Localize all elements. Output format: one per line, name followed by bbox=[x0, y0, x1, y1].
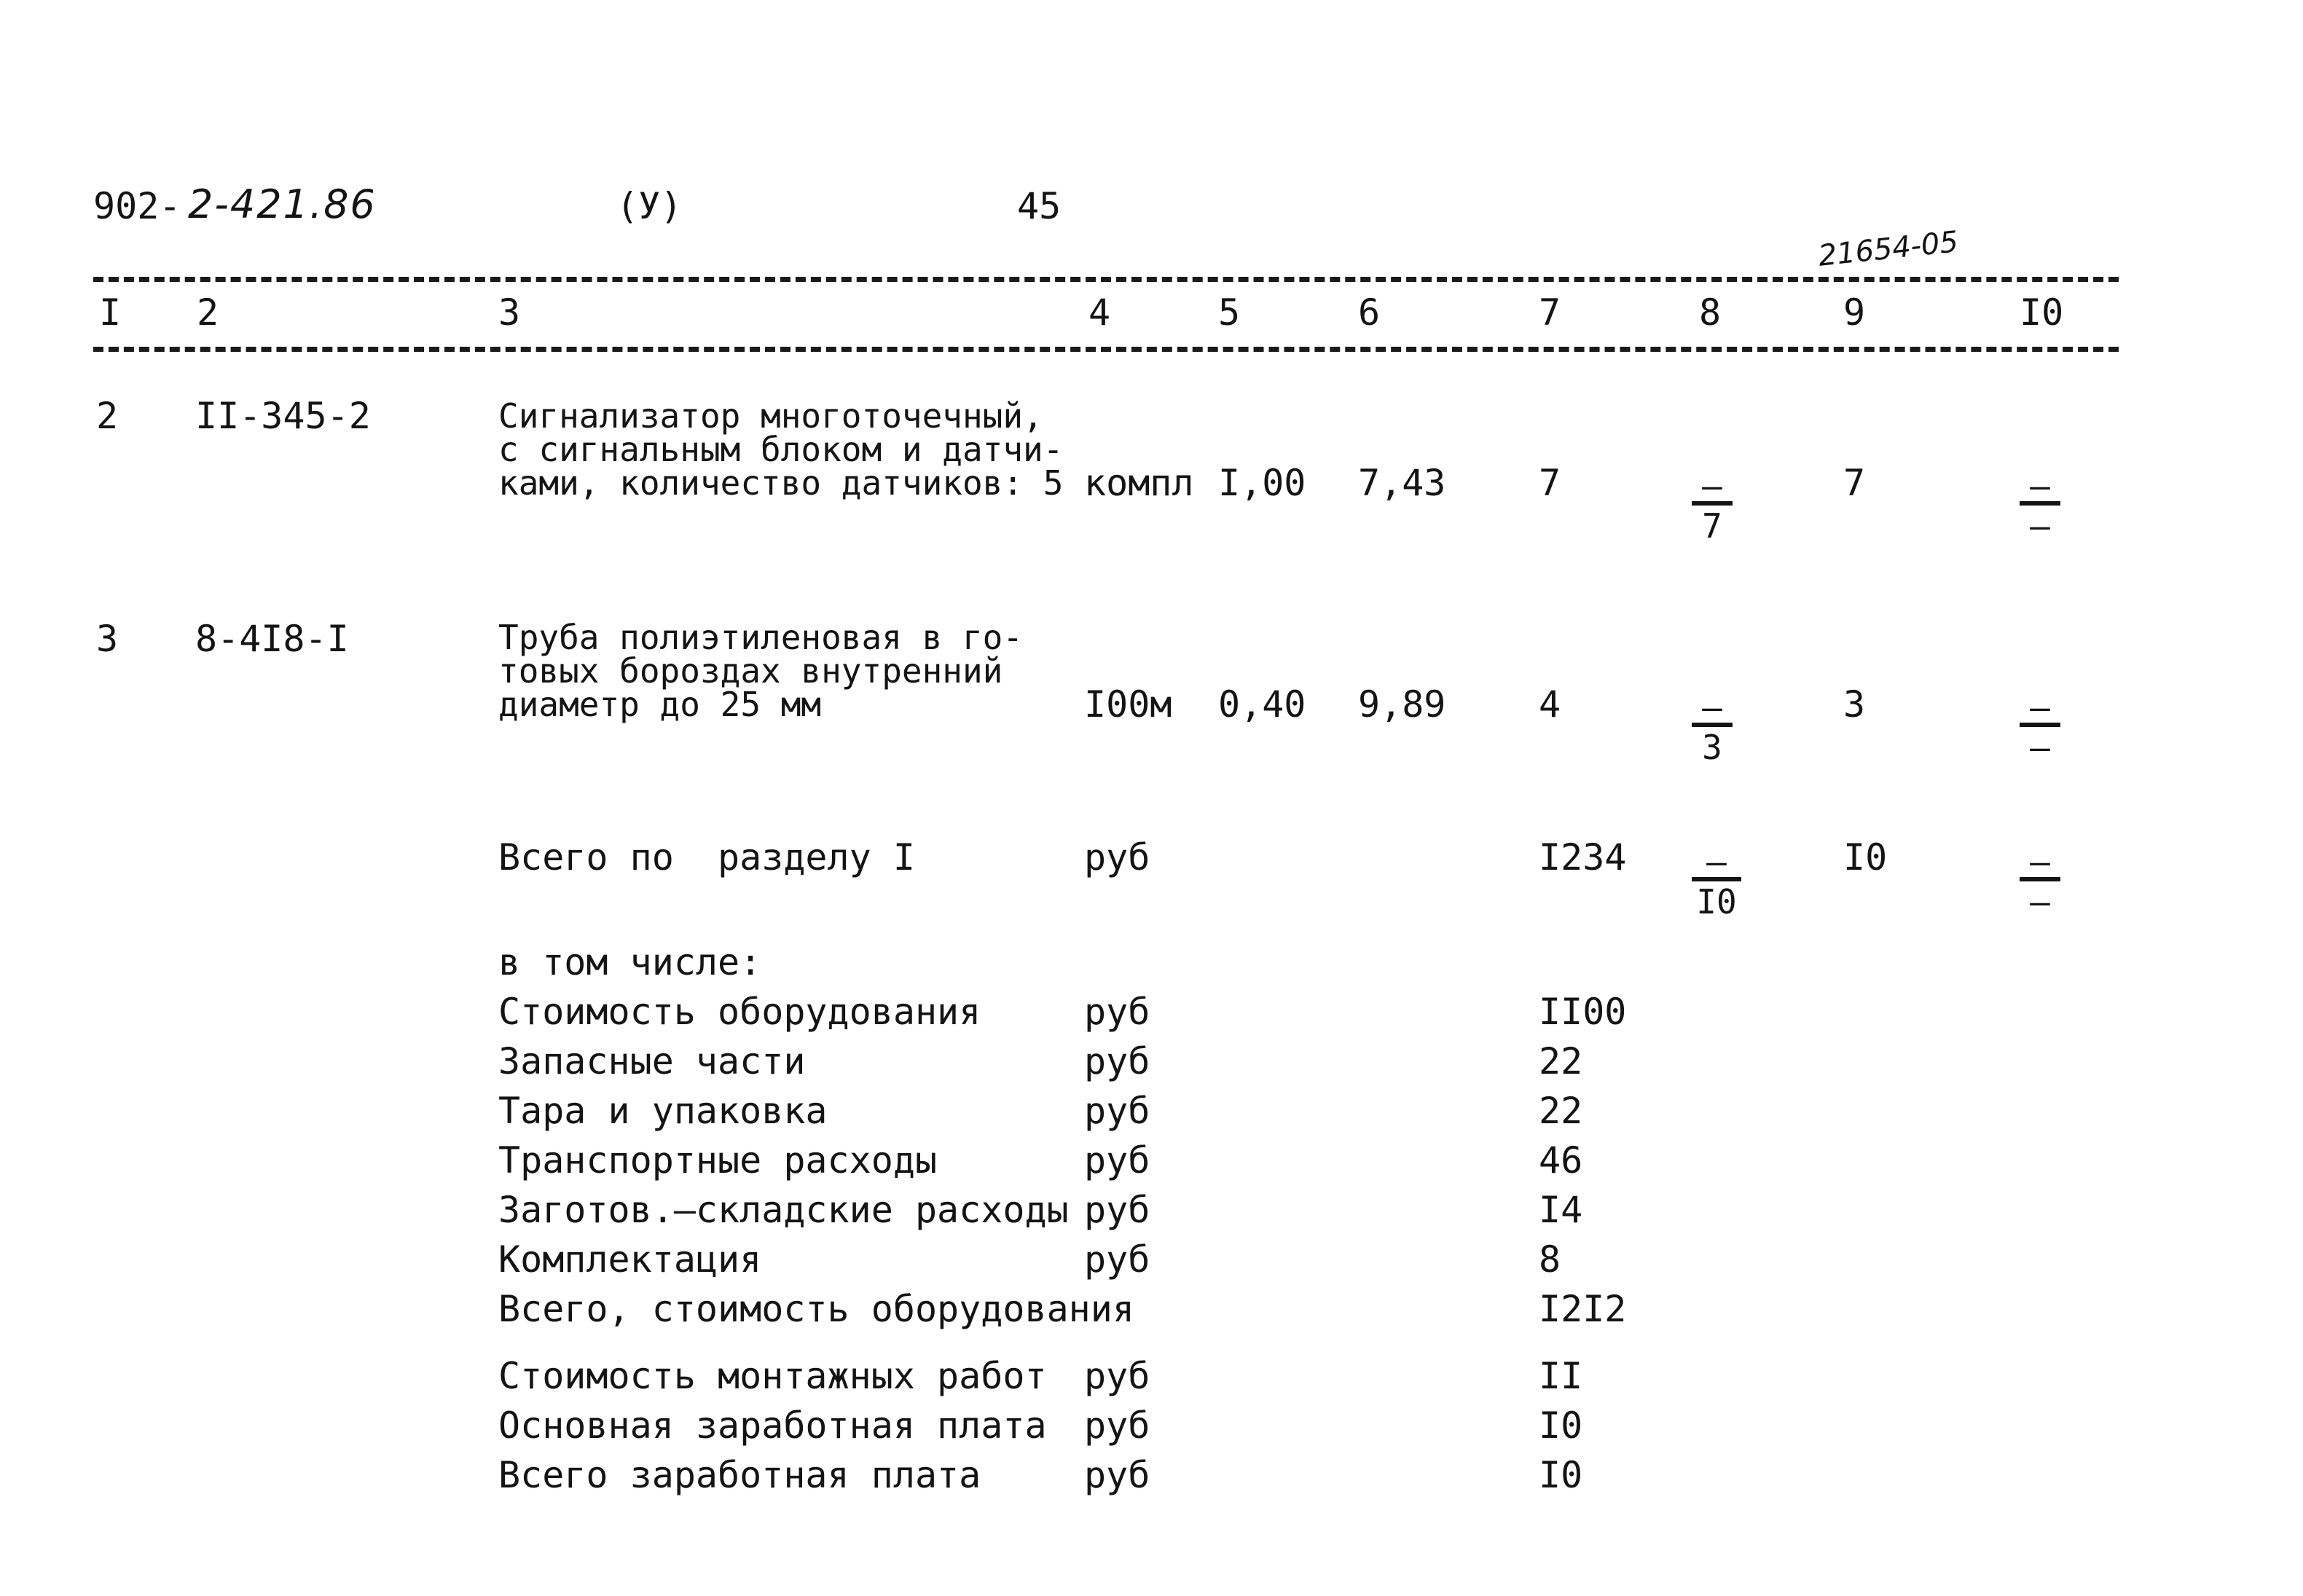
breakdown-label: Всего, стоимость оборудования bbox=[498, 1288, 1134, 1330]
fraction-denominator: – bbox=[2030, 728, 2050, 767]
table-row-col10-fraction bbox=[2017, 688, 2063, 767]
breakdown-unit: руб bbox=[1084, 1090, 1150, 1132]
table-row-col9: 7 bbox=[1843, 462, 1866, 504]
column-header-9: 9 bbox=[1843, 291, 1866, 334]
breakdown-label: Тара и упаковка bbox=[498, 1090, 828, 1132]
breakdown-label: Всего заработная плата bbox=[498, 1454, 981, 1496]
breakdown-label: Основная заработная плата bbox=[498, 1404, 1047, 1447]
fraction-denominator: I0 bbox=[1696, 882, 1737, 921]
document-code-prefix: 902- bbox=[93, 185, 181, 227]
breakdown-label: Запасные части bbox=[498, 1040, 806, 1082]
table-row-col10-fraction bbox=[2017, 466, 2063, 546]
description-line: Труба полиэтиленовая в го- bbox=[498, 618, 1024, 657]
column-header-2: 2 bbox=[197, 291, 219, 334]
fraction-denominator: – bbox=[2030, 882, 2050, 921]
table-row-price: 9,89 bbox=[1358, 683, 1446, 726]
fraction-numerator: – bbox=[2030, 842, 2050, 881]
table-row-code: II-345-2 bbox=[195, 395, 371, 437]
fraction-numerator: – bbox=[1702, 688, 1722, 727]
section-total-col8-fraction bbox=[1689, 842, 1744, 921]
document-mark: (У) bbox=[616, 185, 683, 227]
fraction-numerator: – bbox=[1706, 842, 1727, 881]
breakdown-unit: руб bbox=[1084, 1454, 1150, 1496]
breakdown-value: 46 bbox=[1539, 1139, 1583, 1182]
table-row-total: 7 bbox=[1539, 462, 1561, 504]
breakdown-value: I0 bbox=[1539, 1404, 1583, 1447]
breakdown-value: I4 bbox=[1539, 1189, 1583, 1231]
table-header-rule bbox=[93, 347, 2119, 352]
table-row-unit: компл bbox=[1084, 462, 1194, 504]
including-label: в том числе: bbox=[498, 941, 762, 983]
section-total-col10-fraction bbox=[2017, 842, 2063, 921]
breakdown-unit: руб bbox=[1084, 1040, 1150, 1082]
table-row-total: 4 bbox=[1539, 683, 1561, 726]
page-number: 45 bbox=[1017, 185, 1062, 227]
breakdown-value: 8 bbox=[1539, 1238, 1561, 1281]
fraction-numerator: – bbox=[2030, 466, 2050, 506]
breakdown-unit: руб bbox=[1084, 1355, 1150, 1397]
table-row-col8-fraction bbox=[1689, 688, 1735, 767]
column-header-4: 4 bbox=[1088, 291, 1111, 334]
section-total-col9: I0 bbox=[1843, 836, 1888, 878]
breakdown-value: II00 bbox=[1539, 991, 1627, 1033]
fraction-denominator: 3 bbox=[1702, 728, 1722, 767]
breakdown-label: Заготов.–складские расходы bbox=[498, 1189, 1069, 1231]
table-row-quantity: 0,40 bbox=[1218, 683, 1306, 726]
breakdown-unit: руб bbox=[1084, 991, 1150, 1033]
section-total-label: Всего по разделу I bbox=[498, 836, 915, 878]
breakdown-unit: руб bbox=[1084, 1189, 1150, 1231]
table-row-number: 2 bbox=[96, 395, 119, 437]
breakdown-value: I0 bbox=[1539, 1454, 1583, 1496]
section-total-value: I234 bbox=[1539, 836, 1627, 878]
table-row-price: 7,43 bbox=[1358, 462, 1446, 504]
breakdown-value: 22 bbox=[1539, 1040, 1583, 1082]
column-header-7: 7 bbox=[1539, 291, 1561, 334]
description-line: товых бороздах внутренний bbox=[498, 651, 1003, 691]
table-top-rule bbox=[93, 277, 2119, 282]
fraction-numerator: – bbox=[1702, 466, 1722, 506]
handwritten-stamp: 21654-05 bbox=[1816, 224, 1960, 273]
table-row-code: 8-4I8-I bbox=[195, 618, 349, 660]
breakdown-unit: руб bbox=[1084, 1139, 1150, 1182]
description-line: Сигнализатор многоточечный, bbox=[498, 396, 1043, 436]
fraction-numerator: – bbox=[2030, 688, 2050, 727]
description-line: с сигнальным блоком и датчи- bbox=[498, 430, 1064, 469]
breakdown-value: 22 bbox=[1539, 1090, 1583, 1132]
column-header-6: 6 bbox=[1358, 291, 1381, 334]
column-header-1: I bbox=[99, 291, 122, 334]
breakdown-value: I2I2 bbox=[1539, 1288, 1627, 1330]
breakdown-label: Комплектация bbox=[498, 1238, 762, 1281]
column-header-3: 3 bbox=[498, 291, 521, 334]
breakdown-unit: руб bbox=[1084, 1238, 1150, 1281]
description-line: ками, количество датчиков: 5 bbox=[498, 463, 1064, 503]
column-header-5: 5 bbox=[1218, 291, 1241, 334]
fraction-denominator: – bbox=[2030, 506, 2050, 546]
table-row-col9: 3 bbox=[1843, 683, 1866, 726]
table-row-unit: I00м bbox=[1084, 683, 1172, 726]
breakdown-value: II bbox=[1539, 1355, 1583, 1397]
breakdown-label: Стоимость оборудования bbox=[498, 991, 981, 1033]
description-line: диаметр до 25 мм bbox=[498, 685, 822, 724]
breakdown-label: Транспортные расходы bbox=[498, 1139, 938, 1182]
table-row-number: 3 bbox=[96, 618, 119, 660]
column-header-8: 8 bbox=[1699, 291, 1722, 334]
column-header-10: I0 bbox=[2020, 291, 2064, 334]
section-total-unit: руб bbox=[1084, 836, 1150, 878]
breakdown-unit: руб bbox=[1084, 1404, 1150, 1447]
table-row-col8-fraction bbox=[1689, 466, 1735, 546]
document-code-handwritten: 2-421.86 bbox=[188, 181, 377, 227]
breakdown-label: Стоимость монтажных работ bbox=[498, 1355, 1047, 1397]
table-row-quantity: I,00 bbox=[1218, 462, 1306, 504]
fraction-denominator: 7 bbox=[1702, 506, 1722, 546]
